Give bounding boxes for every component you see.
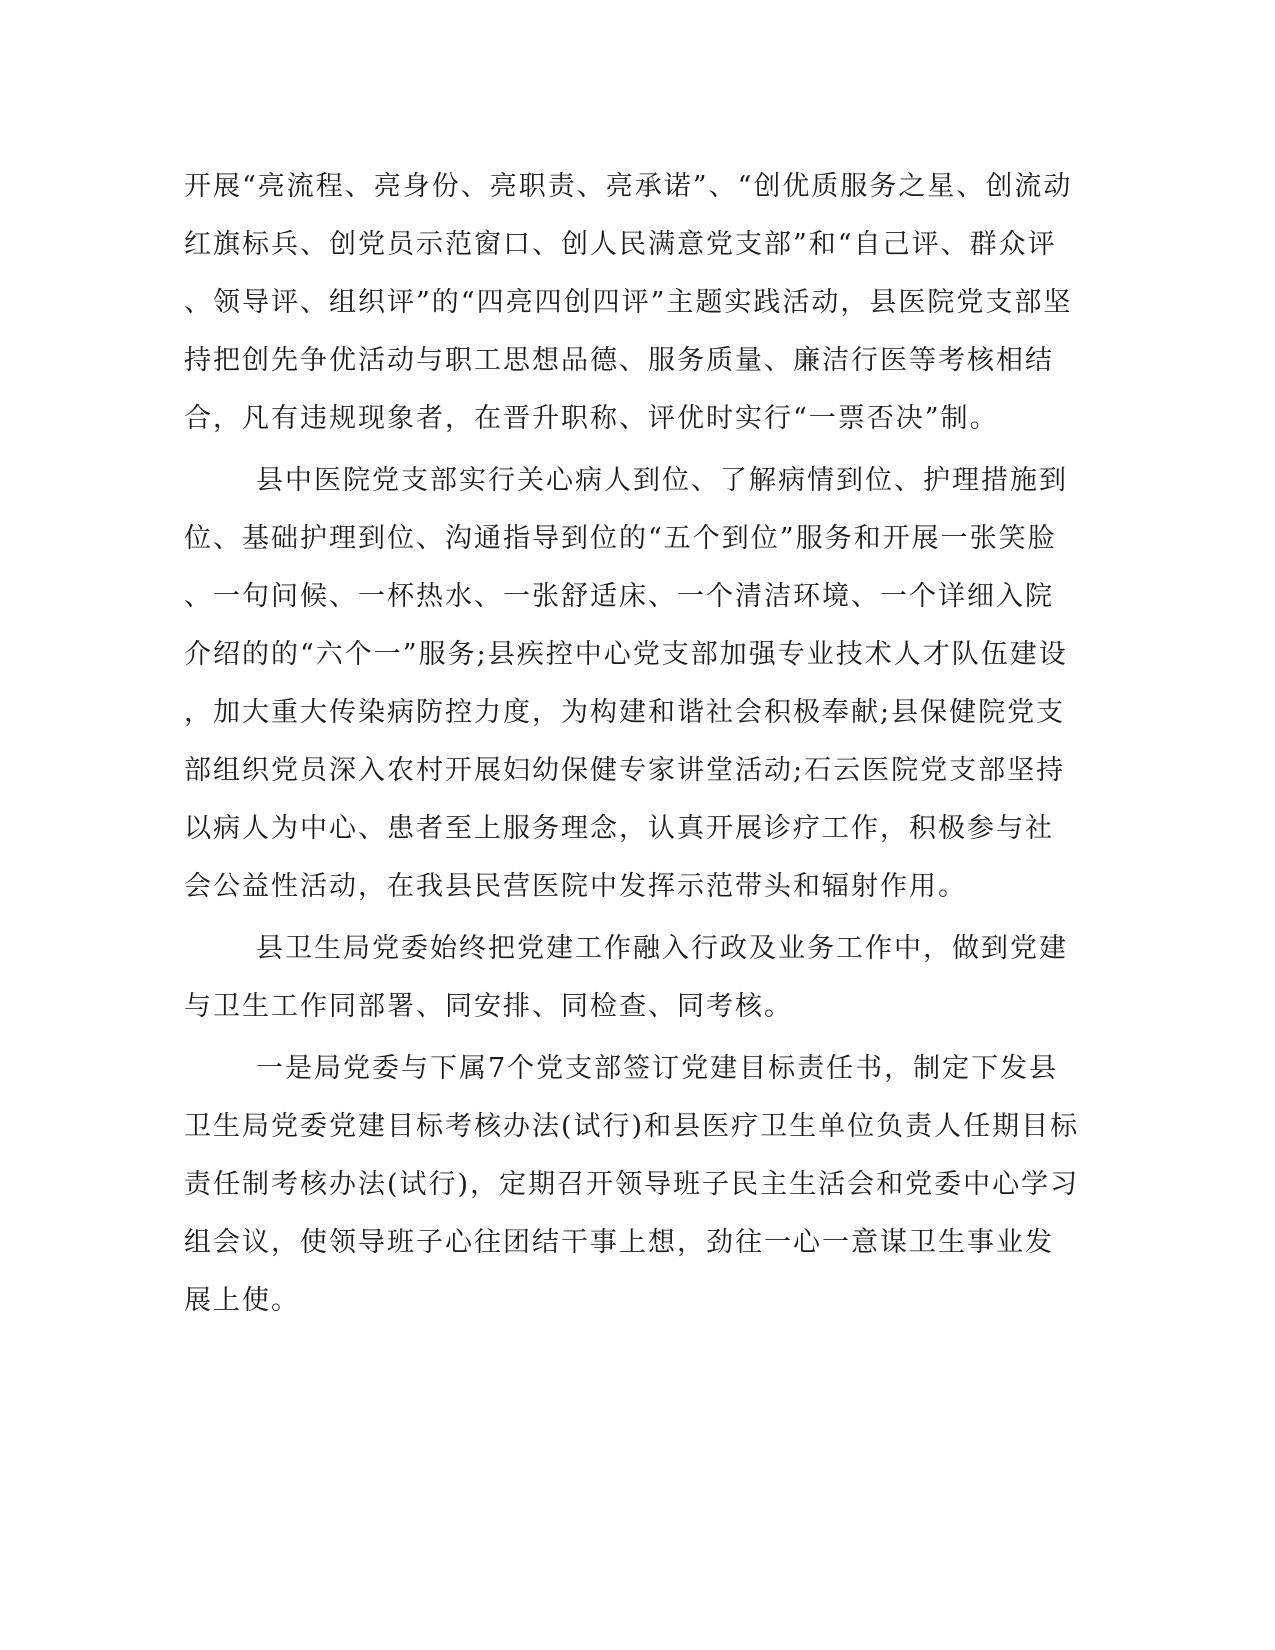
text-line: 组会议，使领导班子心往团结干事上想，劲往一心一意谋卫生事业发 bbox=[184, 1227, 1054, 1258]
text-line: 县中医院党支部实行关心病人到位、了解病情到位、护理措施到 bbox=[256, 465, 1068, 496]
text-line: 展上使。 bbox=[184, 1285, 300, 1316]
text-line: 一是局党委与下属7个党支部签订党建目标责任书，制定下发县 bbox=[256, 1053, 1059, 1084]
text-line: 位、基础护理到位、沟通指导到位的“五个到位”服务和开展一张笑脸 bbox=[184, 523, 1057, 554]
text-line: 县卫生局党委始终把党建工作融入行政及业务工作中，做到党建 bbox=[256, 933, 1068, 964]
text-line: 红旗标兵、创党员示范窗口、创人民满意党支部”和“自己评、群众评 bbox=[184, 229, 1057, 260]
text-line: 开展“亮流程、亮身份、亮职责、亮承诺”、“创优质服务之星、创流动 bbox=[184, 171, 1073, 202]
text-line: 与卫生工作同部署、同安排、同检查、同考核。 bbox=[184, 991, 793, 1022]
text-line: 部组织党员深入农村开展妇幼保健专家讲堂活动;石云医院党支部坚持 bbox=[184, 755, 1066, 786]
text-line: ，加大重大传染病防控力度，为构建和谐社会积极奉献;县保健院党支 bbox=[184, 697, 1066, 728]
paragraph bbox=[184, 452, 1068, 916]
paragraph bbox=[184, 158, 1073, 448]
text-line: 介绍的的“六个一”服务;县疾控中心党支部加强专业技术人才队伍建设 bbox=[184, 639, 1068, 670]
text-line: 、领导评、组织评”的“四亮四创四评”主题实践活动，县医院党支部坚 bbox=[184, 287, 1073, 318]
paragraph bbox=[184, 920, 1068, 1036]
text-line: 以病人为中心、患者至上服务理念，认真开展诊疗工作，积极参与社 bbox=[184, 813, 1054, 844]
text-line: 合，凡有违规现象者，在晋升职称、评优时实行“一票否决”制。 bbox=[184, 403, 999, 434]
text-line: 会公益性活动，在我县民营医院中发挥示范带头和辐射作用。 bbox=[184, 871, 967, 902]
text-line: 卫生局党委党建目标考核办法(试行)和县医疗卫生单位负责人任期目标 bbox=[184, 1111, 1080, 1142]
paragraph bbox=[184, 1040, 1080, 1330]
text-line: 持把创先争优活动与职工思想品德、服务质量、廉洁行医等考核相结 bbox=[184, 345, 1054, 376]
text-line: 、一句问候、一杯热水、一张舒适床、一个清洁环境、一个详细入院 bbox=[184, 581, 1054, 612]
document-body bbox=[184, 158, 1080, 1330]
text-line: 责任制考核办法(试行)，定期召开领导班子民主生活会和党委中心学习 bbox=[184, 1169, 1080, 1200]
